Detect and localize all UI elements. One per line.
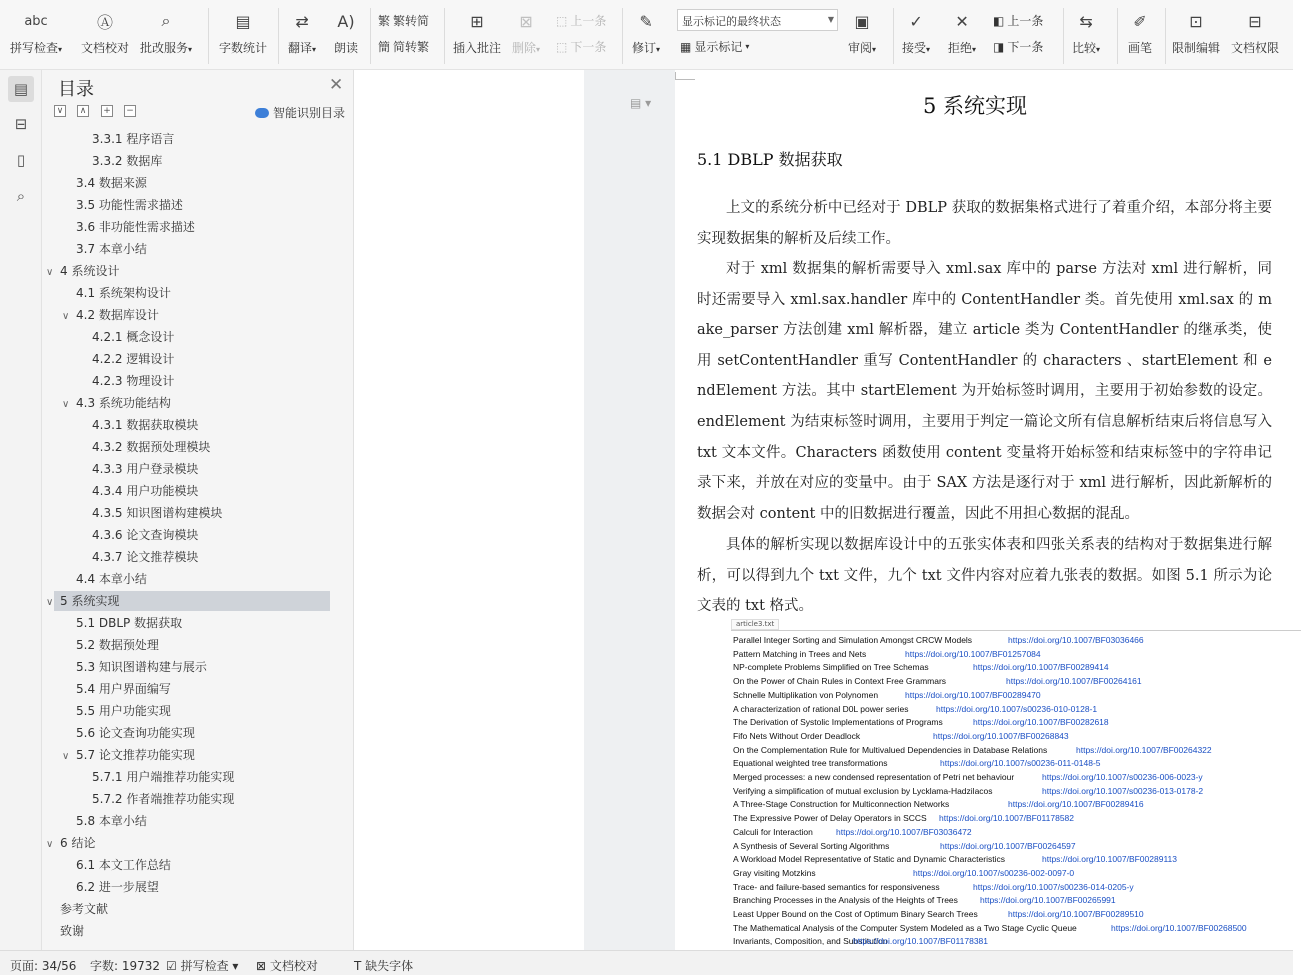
chapter-title: 5 系统实现 [923,94,1028,118]
toc-item[interactable] [54,217,330,237]
toc-item-label: 5.1 DBLP 数据获取 [76,616,183,630]
paper-title: Verifying a simplification of mutual exclusion by Lycklama-Hadzilacos [733,785,993,796]
toc-item[interactable] [54,525,330,545]
paper-title: Equational weighted tree transformations [733,758,888,769]
compare-icon: ⇆ [1079,11,1093,31]
toc-item[interactable] [54,151,330,171]
abc-spell-icon: abc [24,13,48,29]
paper-title: Trace- and failure-based semantics for responsiveness [733,881,940,892]
simp-trad-icon: 簡 [378,40,391,54]
paper-doi-link[interactable]: https://doi.org/10.1007/BF00289113 [1042,854,1177,865]
restrict-editing-button[interactable]: ⊡ 限制编辑 [1172,0,1220,56]
toolbar-divider [622,8,623,64]
document-proofread-button[interactable]: Ⓐ 文档校对 [81,0,129,56]
figure-file-tab: article3.txt [731,619,779,630]
translate-icon: ⇄ [295,11,309,31]
paper-doi-link[interactable]: https://doi.org/10.1007/BF00289416 [1008,799,1144,810]
figure-row [733,675,1142,688]
toc-item[interactable] [54,349,330,369]
toc-item-label: 6.1 本文工作总结 [76,858,171,872]
toolbar-divider [1117,8,1118,64]
remove-heading-icon[interactable]: − [124,105,136,117]
page-indicator[interactable]: 页面: 34/56 [10,959,77,973]
paper-title: A characterization of rational D0L power series [733,703,909,714]
toc-item[interactable] [54,393,330,413]
reject-button[interactable]: ✕ 拒绝▾ [948,0,976,56]
paper-doi-link[interactable]: https://doi.org/10.1007/BF03036466 [1008,635,1144,645]
paper-title: The Derivation of Systolic Implementations of Programs [733,717,943,728]
toc-item[interactable] [54,635,330,655]
navigation-sidebar [0,70,42,950]
toc-item-label: 3.5 功能性需求描述 [76,198,183,212]
toc-item[interactable] [54,371,330,391]
toc-item-label: 4.2.3 物理设计 [92,374,175,388]
word-count[interactable]: 字数: 19732 [90,959,161,973]
figure-row [733,716,1109,729]
figure-row [733,785,1204,798]
paper-doi-link[interactable]: https://doi.org/10.1007/BF00282618 [973,717,1109,728]
toc-item[interactable] [46,261,330,281]
toc-item[interactable] [54,701,330,721]
section-title: 5.1 DBLP 数据获取 [697,150,843,169]
toc-item-label: 4.3.7 论文推荐模块 [92,550,199,564]
track-changes-button[interactable]: ✎ 修订▾ [632,0,660,56]
toc-item-label: 6.2 进一步展望 [76,880,159,894]
markup-display-select[interactable]: 显示标记的最终状态 ▼ [677,9,838,31]
toc-item[interactable] [54,327,330,347]
paper-title: Invariants, Composition, and Substitution [733,936,888,947]
paper-doi-link[interactable]: https://doi.org/10.1007/s00236-014-0205-y [973,881,1134,892]
toc-item[interactable] [54,481,330,501]
paper-doi-link[interactable]: https://doi.org/10.1007/BF00268500 [1111,922,1247,933]
page-corner-mark [675,72,695,80]
spell-check-button[interactable]: abc 拼写检查▾ [10,0,62,56]
toc-item[interactable] [54,239,330,259]
paper-doi-link[interactable]: https://doi.org/10.1007/s00236-010-0128-1 [936,703,1098,714]
toc-item-label: 4.2 数据库设计 [76,308,159,322]
document-permission-button[interactable]: ⊟ 文档权限 [1231,0,1279,56]
toolbar-divider [444,8,445,64]
figure-row [733,771,1203,784]
toc-item[interactable] [54,503,330,523]
toolbar-divider [1063,8,1064,64]
paper-doi-link[interactable]: https://doi.org/10.1007/BF01178582 [939,813,1074,824]
toc-item-label: 5.3 知识图谱构建与展示 [76,660,207,674]
toc-item[interactable] [54,679,330,699]
toc-item[interactable] [46,833,330,853]
figure-row [733,798,1144,811]
paper-title: Branching Processes in the Analysis of the Heights of Trees [733,895,958,906]
figure-row [733,661,1109,674]
paper-doi-link[interactable]: https://doi.org/10.1007/BF00265991 [980,895,1116,906]
paper-doi-link[interactable]: https://doi.org/10.1007/BF00289510 [1008,909,1144,919]
toc-item-label: 6 结论 [60,836,96,850]
search-icon[interactable]: ⌕ [16,187,26,205]
permission-icon: ⊟ [1248,11,1262,31]
document-margin [354,70,584,950]
paper-title: Parallel Integer Sorting and Simulation Amongst CRCW Models [733,635,973,645]
chevron-down-icon[interactable]: ∨ [62,751,70,762]
figure-row [733,922,1247,935]
figure-row [733,881,1134,894]
chevron-down-icon[interactable]: ∨ [62,399,70,410]
close-icon[interactable]: ✕ [329,75,344,95]
toc-item[interactable] [54,129,330,149]
toolbar-divider [893,8,894,64]
next-comment-button[interactable]: ⬚ 下一条 [556,39,607,54]
proofread-icon: ⊠ [256,959,267,973]
figure-row [733,812,1074,825]
chapter-nav-icon[interactable]: ⊟ [14,115,28,133]
paper-title: The Expressive Power of Delay Operators in SCCS [733,813,927,824]
collapse-all-icon[interactable]: ∨ [54,105,66,117]
trad-to-simp-button[interactable]: 繁 繁转简 [378,14,430,28]
toc-item[interactable] [46,591,330,611]
toc-item[interactable] [54,437,330,457]
figure-tab-divider [731,630,1301,631]
toc-item[interactable] [54,305,330,325]
paper-title: Schnelle Multiplikation von Polynomen [733,689,879,700]
toc-item-label: 3.7 本章小结 [76,242,147,256]
toc-item[interactable] [54,195,330,215]
toc-item[interactable] [54,745,330,765]
toolbar-divider [278,8,279,64]
paper-title: Merged processes: a new condensed representation of Petri net behaviour [733,772,1015,782]
toc-item-label: 3.6 非功能性需求描述 [76,220,195,234]
body-paragraph: 上文的系统分析中已经对于 DBLP 获取的数据集格式进行了着重介绍，本部分将主要实现数据集的解析及后续工作。 [697,200,1272,247]
paper-title: NP-complete Problems Simplified on Tree Schemas [733,662,929,673]
paper-doi-link[interactable]: https://doi.org/10.1007/BF01178381 [853,936,988,947]
toc-item[interactable] [54,877,330,897]
toc-item-label: 3.4 数据来源 [76,176,147,190]
toc-item-label: 5.7.1 用户端推荐功能实现 [92,770,235,784]
prev-change-icon: ◧ [993,13,1005,28]
review-ribbon [0,0,1293,70]
paper-title: A Workload Model Representative of Static and Dynamic Characteristics [733,854,1005,865]
toc-item[interactable] [54,899,330,919]
toolbar-divider [370,8,371,64]
correction-service-button[interactable]: ⌕ 批改服务▾ [140,0,192,56]
simp-to-trad-button[interactable]: 簡 简转繁 [378,40,430,54]
delete-comment-icon: ⊠ [519,11,533,31]
status-spell-check[interactable]: ☑ 拼写检查 ▾ [166,959,239,973]
figure-row [733,853,1177,866]
missing-font[interactable]: T 缺失字体 [354,959,414,973]
toc-item-label: 4 系统设计 [60,264,120,278]
toc-item-label: 5.5 用户功能实现 [76,704,171,718]
paper-title: A Three-Stage Construction for Multiconnection Networks [733,799,950,810]
article-txt-figure [731,617,1301,950]
next-change-icon: ◨ [993,39,1005,54]
font-icon: T [354,959,362,973]
paper-title: Fifo Nets Without Order Deadlock [733,730,861,741]
paper-doi-link[interactable]: https://doi.org/10.1007/BF00264597 [940,840,1076,851]
toc-item[interactable] [54,569,330,589]
figure-row [733,935,988,948]
document-page [675,70,1293,950]
toc-item[interactable] [54,415,330,435]
toolbar-divider [1165,8,1166,64]
prev-comment-button[interactable]: ⬚ 上一条 [556,13,607,28]
paper-title: Pattern Matching in Trees and Nets [733,648,867,659]
smart-toc-icon [255,108,269,118]
show-markup-button[interactable]: ▦ 显示标记 ▾ [680,39,750,54]
toc-item-label: 5.6 论文查询功能实现 [76,726,195,740]
chevron-down-icon[interactable]: ∨ [46,267,54,278]
toc-item[interactable] [54,723,330,743]
toc-item-label: 致谢 [60,924,85,938]
toc-item-label: 4.3.4 用户功能模块 [92,484,199,498]
paper-doi-link[interactable]: https://doi.org/10.1007/BF00289414 [973,662,1109,673]
expand-up-icon[interactable]: ∧ [77,105,89,117]
delete-comment-button[interactable]: ⊠ 删除▾ [512,0,540,56]
figure-row [733,894,1116,907]
toc-item-label: 4.4 本章小结 [76,572,147,586]
chevron-down-icon[interactable]: ∨ [62,311,70,322]
paper-title: On the Complementation Rule for Multivalued Dependencies in Database Relations [733,744,1048,755]
paper-title: A Synthesis of Several Sorting Algorithms [733,840,890,851]
body-paragraph: 对于 xml 数据集的解析需要导入 xml.sax 库中的 parse 方法对 xml 进行解析，同时还需要导入 xml.sax.handler 库中的 ContentHandler 类。首先使用 xml.sax 的 make_parser 方法创建 xml 解析器，建立 article 类为 ContentHandler 的继承类，使用 setContentHandler 重写 ContentHandler 的 characters 、startElement 和 endElement 方法。其中 startElement 为开始标签时调用，主要用于初始参数的设定。endElement 为结束标签时调用，主要用于判定一篇论文所有信息解析结束后将信息写入 txt 文本文件。Characters 函数使用 content 变量将开始标签和结束标签中的字符串记录下来，并放在对应的变量中。由于 SAX 方法是逐行对于 xml 进行解析，因此新解析的数据会对 content 中的旧数据进行覆盖，因此不用担心数据的混乱。 [697,261,1272,522]
compare-button[interactable]: ⇆ 比较▾ [1072,0,1100,56]
toc-item[interactable] [54,767,330,787]
status-proofread[interactable]: ⊠ 文档校对 [256,959,318,973]
toc-item-label: 4.3.3 用户登录模块 [92,462,199,476]
add-comment-icon: ⊞ [470,11,484,31]
prev-change-button[interactable]: ◧ 上一条 [993,13,1044,28]
accept-button[interactable]: ✓ 接受▾ [902,0,930,56]
figure-row [733,840,1076,853]
next-change-button[interactable]: ◨ 下一条 [993,39,1044,54]
paper-doi-link[interactable]: https://doi.org/10.1007/s00236-002-0097-0 [913,867,1075,878]
toc-pane [42,70,354,950]
toc-item-label: 4.3.6 论文查询模块 [92,528,199,542]
figure-row [733,703,1098,716]
paper-title: Calculi for Interaction [733,826,813,837]
toc-list [46,129,330,945]
chevron-down-icon: ▾ [745,42,750,51]
review-pane-icon: ▣ [854,11,870,31]
toc-item-label: 4.3.1 数据获取模块 [92,418,199,432]
toc-item[interactable] [54,657,330,677]
paper-title: The Mathematical Analysis of the Computer System Modeled as a Two Stage Cyclic Queue [733,922,1077,933]
toc-item-label: 3.3.2 数据库 [92,154,163,168]
trad-simp-icon: 繁 [378,14,391,28]
toc-item-label: 3.3.1 程序语言 [92,132,175,146]
next-comment-icon: ⬚ [556,39,568,54]
toc-title: 目录 [58,79,94,100]
proofread-icon: Ⓐ [96,12,113,32]
figure-row [733,730,1069,743]
paper-doi-link[interactable]: https://doi.org/10.1007/BF00264161 [1006,676,1142,687]
figure-row [733,908,1144,921]
paper-doi-link[interactable]: https://doi.org/10.1007/BF00289470 [905,689,1041,700]
toc-item[interactable] [54,459,330,479]
toc-item-label: 4.2.1 概念设计 [92,330,175,344]
figure-row [733,634,1144,647]
figure-row [733,648,1041,661]
toc-item-label: 4.1 系统架构设计 [76,286,171,300]
figure-row [733,867,1075,880]
toc-item-label: 5.8 本章小结 [76,814,147,828]
accept-icon: ✓ [909,11,923,31]
read-aloud-button[interactable]: A) 朗读 [333,0,359,56]
add-heading-icon[interactable]: + [101,105,113,117]
smart-toc-button[interactable]: 智能识别目录 [255,104,345,121]
toc-panel-icon[interactable]: ▤ [8,76,34,102]
chevron-down-icon[interactable]: ∨ [46,839,54,850]
show-markup-icon: ▦ [680,39,692,54]
reject-icon: ✕ [955,11,969,31]
prev-comment-icon: ⬚ [556,13,568,28]
figure-row [733,826,972,839]
paper-doi-link[interactable]: https://doi.org/10.1007/BF00264322 [1076,744,1212,755]
figure-row [733,689,1041,702]
toc-item[interactable] [54,173,330,193]
toc-item[interactable] [54,547,330,567]
review-pane-button[interactable]: ▣ 审阅▾ [848,0,876,56]
magnifier-doc-icon: ⌕ [161,11,171,30]
checkbox-icon: ☑ [166,959,177,973]
translate-button[interactable]: ⇄ 翻译▾ [288,0,316,56]
paper-title: Gray visiting Motzkins [733,867,816,878]
toc-item[interactable] [54,811,330,831]
paper-doi-link[interactable]: https://doi.org/10.1007/s00236-013-0178-2 [1042,785,1204,796]
paper-doi-link[interactable]: https://doi.org/10.1007/BF03036472 [836,826,972,837]
track-changes-icon: ✎ [639,11,653,31]
pen-button[interactable]: ✐ 画笔 [1127,0,1153,56]
toolbar-divider [208,8,209,64]
figure-row [733,757,1101,770]
toc-item[interactable] [54,789,330,809]
paper-title: On the Power of Chain Rules in Context Free Grammars [733,676,947,687]
figure-row [733,744,1212,757]
lock-icon: ⊡ [1189,11,1203,31]
pen-icon: ✐ [1133,11,1147,31]
toc-item-label: 4.2.2 逻辑设计 [92,352,175,366]
speaker-icon: A) [337,11,355,31]
insert-comment-button[interactable]: ⊞ 插入批注 [453,0,501,56]
body-paragraph: 具体的解析实现以数据库设计中的五张实体表和四张关系表的结构对于数据集进行解析，可以得到九个 txt 文件，九个 txt 文件内容对应着九张表的数据。如图 5.1 所示为论文表的 txt 格式。 [697,537,1272,615]
page-menu-icon[interactable]: ▤ ▾ [630,96,652,110]
chevron-down-icon: ▼ [827,15,834,24]
word-count-button[interactable]: ▤ 字数统计 [219,0,267,56]
toc-item[interactable] [54,613,330,633]
toc-item-label: 4.3.2 数据预处理模块 [92,440,211,454]
paper-doi-link[interactable]: https://doi.org/10.1007/BF00268843 [933,730,1069,741]
paper-title: Least Upper Bound on the Cost of Optimum Binary Search Trees [733,909,978,919]
bookmark-icon[interactable]: ▯ [16,151,26,169]
toc-item-label: 4.3.5 知识图谱构建模块 [92,506,223,520]
toc-item[interactable] [54,283,330,303]
paper-doi-link[interactable]: https://doi.org/10.1007/s00236-011-0148-5 [940,758,1101,769]
paper-doi-link[interactable]: https://doi.org/10.1007/s00236-006-0023-y [1042,772,1203,782]
chevron-down-icon[interactable]: ∨ [46,597,54,608]
toc-item[interactable] [54,921,330,941]
toc-item-label: 5.2 数据预处理 [76,638,159,652]
toc-item-label: 5.7.2 作者端推荐功能实现 [92,792,235,806]
toc-item-label: 5 系统实现 [60,594,120,608]
toc-item[interactable] [54,855,330,875]
toc-item-label: 4.3 系统功能结构 [76,396,171,410]
word-count-icon: ▤ [235,11,251,31]
toc-item-label: 5.7 论文推荐功能实现 [76,748,195,762]
toc-item-label: 参考文献 [60,902,109,916]
paper-doi-link[interactable]: https://doi.org/10.1007/BF01257084 [905,648,1041,659]
status-bar [0,950,1293,975]
toc-item-label: 5.4 用户界面编写 [76,682,171,696]
